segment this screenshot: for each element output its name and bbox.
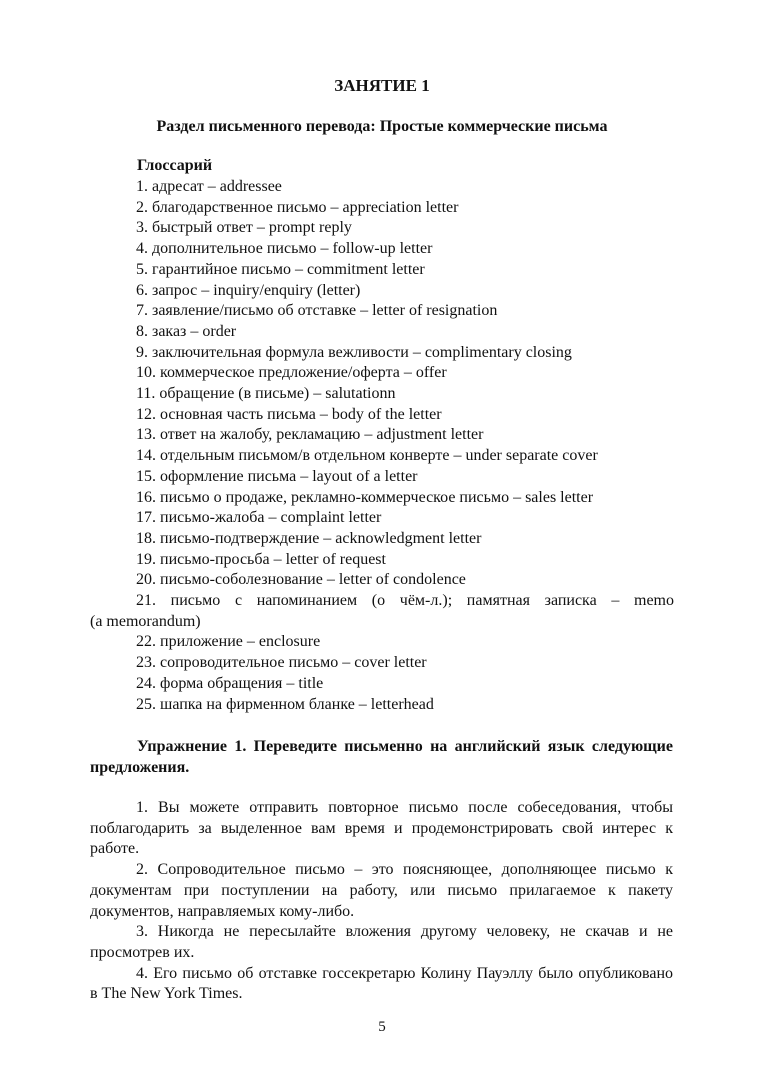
exercise-sentence: 1. Вы можете отправить повторное письмо после собеседования, чтобы поблагодарить за выделенное вам время и продемонстрировать свой интерес к работе. (90, 799, 673, 858)
glossary-item: 24. форма обращения – title (136, 674, 324, 692)
glossary-item: 11. обращение (в письме) – salutationn (136, 385, 396, 403)
glossary-item: 3. быстрый ответ – prompt reply (136, 219, 352, 237)
lesson-title: ЗАНЯТИЕ 1 (334, 76, 430, 95)
glossary-item-21 (0, 591, 764, 632)
glossary-list (0, 177, 764, 715)
glossary-item-21-line2: (a memorandum) (90, 612, 201, 630)
glossary-item: 15. оформление письма – layout of a letter (136, 467, 418, 485)
glossary-item: 4. дополнительное письмо – follow-up letter (136, 240, 433, 258)
glossary-item: 8. заказ – order (136, 322, 237, 340)
glossary-item: 23. сопроводительное письмо – cover letter (136, 654, 427, 672)
section-subtitle: Раздел письменного перевода: Простые коммерческие письма (156, 118, 608, 135)
glossary-item: 17. письмо-жалоба – complaint letter (136, 509, 382, 527)
glossary-item: 19. письмо-просьба – letter of request (136, 550, 386, 568)
glossary-item: 13. ответ на жалобу, рекламацию – adjustment letter (136, 426, 484, 444)
glossary-item: 9. заключительная формула вежливости – complimentary closing (136, 343, 572, 361)
exercise-sentence: 4. Его письмо об отставке госсекретарю Колину Пауэллу было опубликовано в The New York Times. (90, 964, 673, 1003)
glossary-item: 18. письмо-подтверждение – acknowledgment letter (136, 529, 482, 547)
exercise-sentence: 2. Сопроводительное письмо – это поясняющее, дополняющее письмо к документам при поступлении на работу, или письмо прилагаемое к пакету документов, направляемых кому-либо. (90, 861, 673, 920)
exercise-heading: Упражнение 1. Переведите письменно на английский язык следующие предложения. (90, 738, 673, 776)
glossary-item: 5. гарантийное письмо – commitment letter (136, 260, 425, 278)
glossary-item: 14. отдельным письмом/в отдельном конверте – under separate cover (136, 447, 598, 465)
glossary-item: 2. благодарственное письмо – appreciation letter (136, 198, 459, 216)
glossary-item: 1. адресат – addressee (136, 178, 282, 195)
exercise-sentences (90, 798, 673, 1005)
glossary-item: 6. запрос – inquiry/enquiry (letter) (136, 281, 361, 299)
page-number: 5 (378, 1019, 386, 1035)
glossary-item: 16. письмо о продаже, рекламно-коммерческое письмо – sales letter (136, 488, 594, 506)
glossary-item: 22. приложение – enclosure (136, 633, 321, 651)
glossary-item: 7. заявление/письмо об отставке – letter of resignation (136, 302, 498, 320)
glossary-heading: Глоссарий (137, 157, 213, 174)
glossary-item: 25. шапка на фирменном бланке – letterhead (136, 695, 434, 713)
glossary-item: 20. письмо-соболезнование – letter of condolence (136, 571, 466, 589)
glossary-item-21-line1: 21. письмо с напоминанием (о чём-л.); памятная записка – memo (136, 592, 674, 610)
glossary-item: 10. коммерческое предложение/оферта – offer (136, 364, 447, 382)
exercise-sentence: 3. Никогда не пересылайте вложения другому человеку, не скачав и не просмотрев их. (90, 923, 673, 961)
glossary-item: 12. основная часть письма – body of the letter (136, 405, 442, 423)
